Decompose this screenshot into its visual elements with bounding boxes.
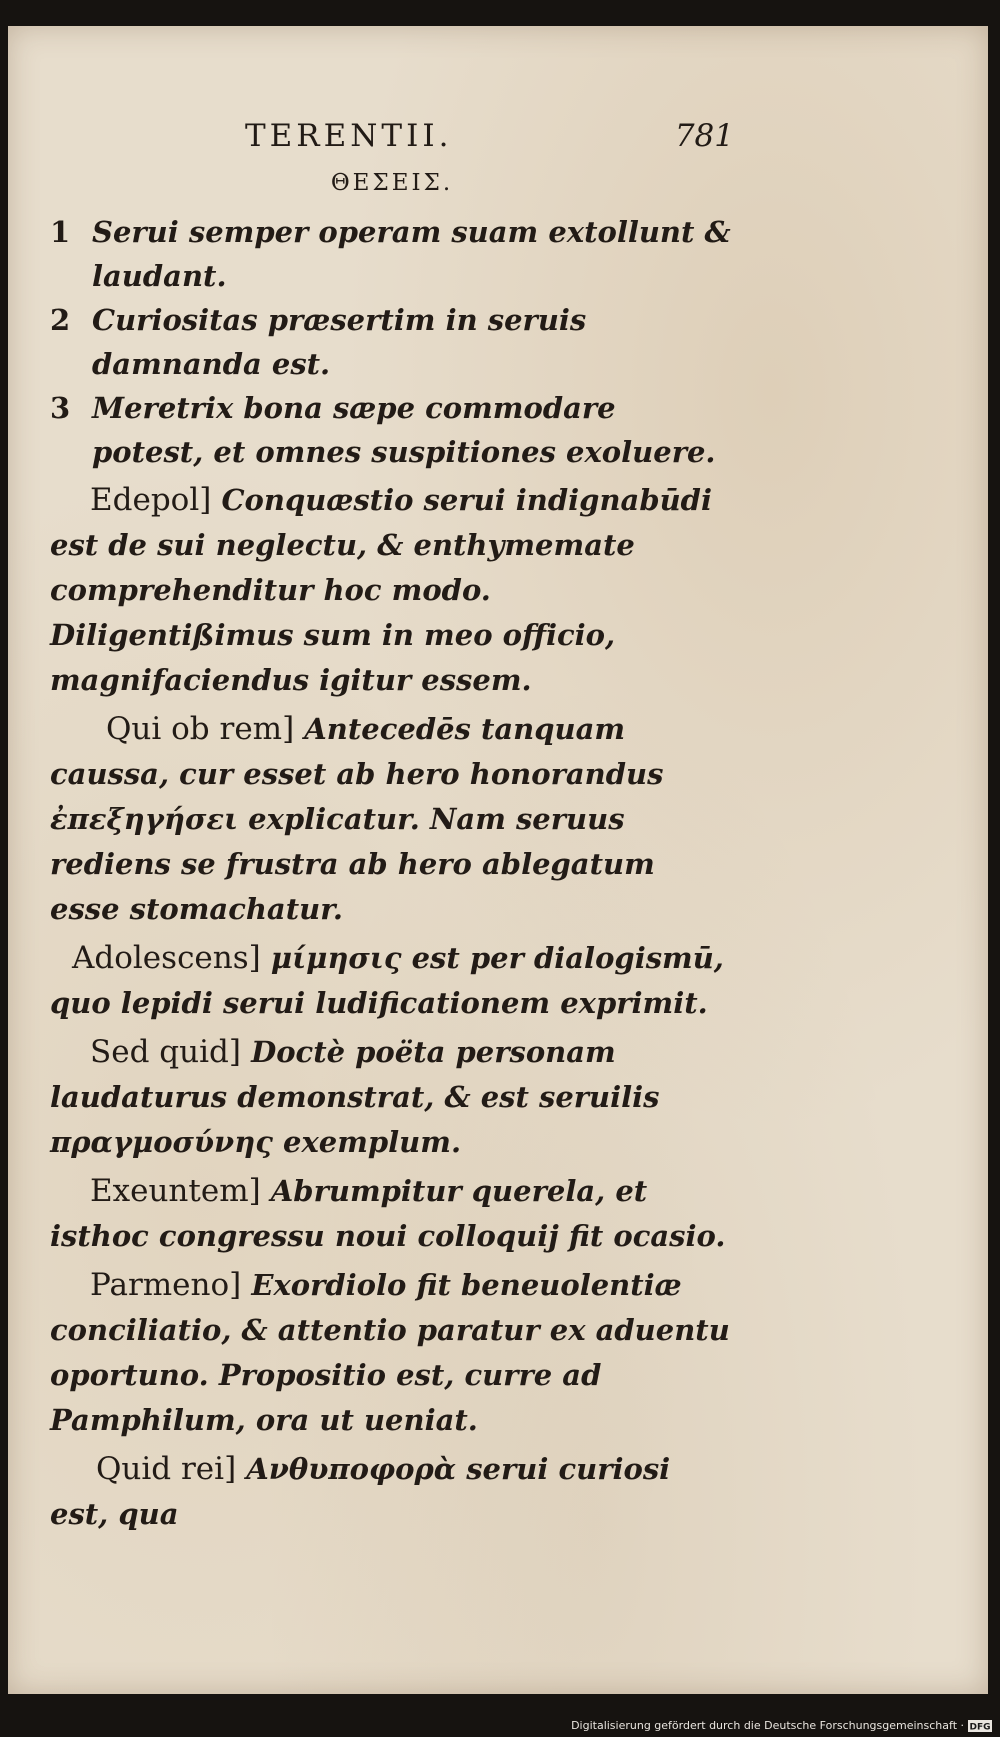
note-text: Ανθυποφορὰ serui curiosi est, qua xyxy=(50,1452,671,1531)
note-lemma: Sed quid] xyxy=(90,1034,241,1070)
note-text: Conquæstio serui indignabūdi est de sui neglectu, & enthymemate comprehenditur hoc modo. Diligentißimus sum in meo officio, magnifaciendus igitur essem. xyxy=(50,483,712,697)
commentary-note xyxy=(50,1447,734,1537)
commentary-note xyxy=(50,936,734,1026)
commentary-notes xyxy=(50,478,734,1537)
page-text-block xyxy=(50,118,734,1537)
note-text: Exordiolo fit beneuolentiæ conciliatio, & attentio paratur ex aduentu oportuno. Propositio est, curre ad Pamphilum, ora ut ueniat. xyxy=(50,1268,730,1437)
thesis-number: 3 xyxy=(50,391,71,425)
note-lemma: Parmeno] xyxy=(90,1267,242,1303)
thesis-text: Serui semper operam suam extollunt & laudant. xyxy=(92,215,731,293)
commentary-note xyxy=(50,707,734,932)
book-page xyxy=(8,26,988,1694)
thesis-item xyxy=(50,298,734,386)
thesis-item xyxy=(50,386,734,474)
running-title: TERENTII. xyxy=(245,118,453,154)
dfg-logo xyxy=(968,1720,992,1732)
thesis-number: 2 xyxy=(50,303,71,337)
commentary-note xyxy=(50,1169,734,1259)
theses-list xyxy=(50,210,734,474)
digitization-credit xyxy=(571,1719,992,1732)
note-text: μίμησις est per dialogismū, quo lepidi serui ludificationem exprimit. xyxy=(50,941,724,1020)
note-text: Antecedēs tanquam caussa, cur esset ab hero honorandus ἐπεξηγήσει explicatur. Nam seruus rediens se frustra ab hero ablegatum esse stomachatur. xyxy=(50,712,664,926)
note-lemma: Qui ob rem] xyxy=(106,711,295,747)
note-lemma: Exeuntem] xyxy=(90,1173,261,1209)
dfg-logo-text: DFG xyxy=(969,1722,991,1732)
commentary-note xyxy=(50,478,734,703)
thesis-item xyxy=(50,210,734,298)
thesis-text: Meretrix bona sæpe commodare potest, et omnes suspitiones exoluere. xyxy=(92,391,716,469)
page-header xyxy=(50,118,734,162)
section-heading: ΘΕΣΕΙΣ. xyxy=(330,170,454,196)
credit-text: Digitalisierung gefördert durch die Deutsche Forschungsgemeinschaft · xyxy=(571,1719,964,1732)
note-lemma: Adolescens] xyxy=(72,940,261,976)
note-lemma: Quid rei] xyxy=(96,1451,237,1487)
thesis-text: Curiositas præsertim in seruis damnanda est. xyxy=(92,303,587,381)
note-lemma: Edepol] xyxy=(90,482,212,518)
thesis-number: 1 xyxy=(50,215,71,249)
note-text: Doctè poëta personam laudaturus demonstrat, & est seruilis πραγμοσύνης exemplum. xyxy=(50,1035,660,1159)
commentary-note xyxy=(50,1263,734,1443)
page-number: 781 xyxy=(674,118,734,154)
note-text: Abrumpitur querela, et isthoc congressu noui colloquij fit ocasio. xyxy=(50,1174,726,1253)
commentary-note xyxy=(50,1030,734,1165)
